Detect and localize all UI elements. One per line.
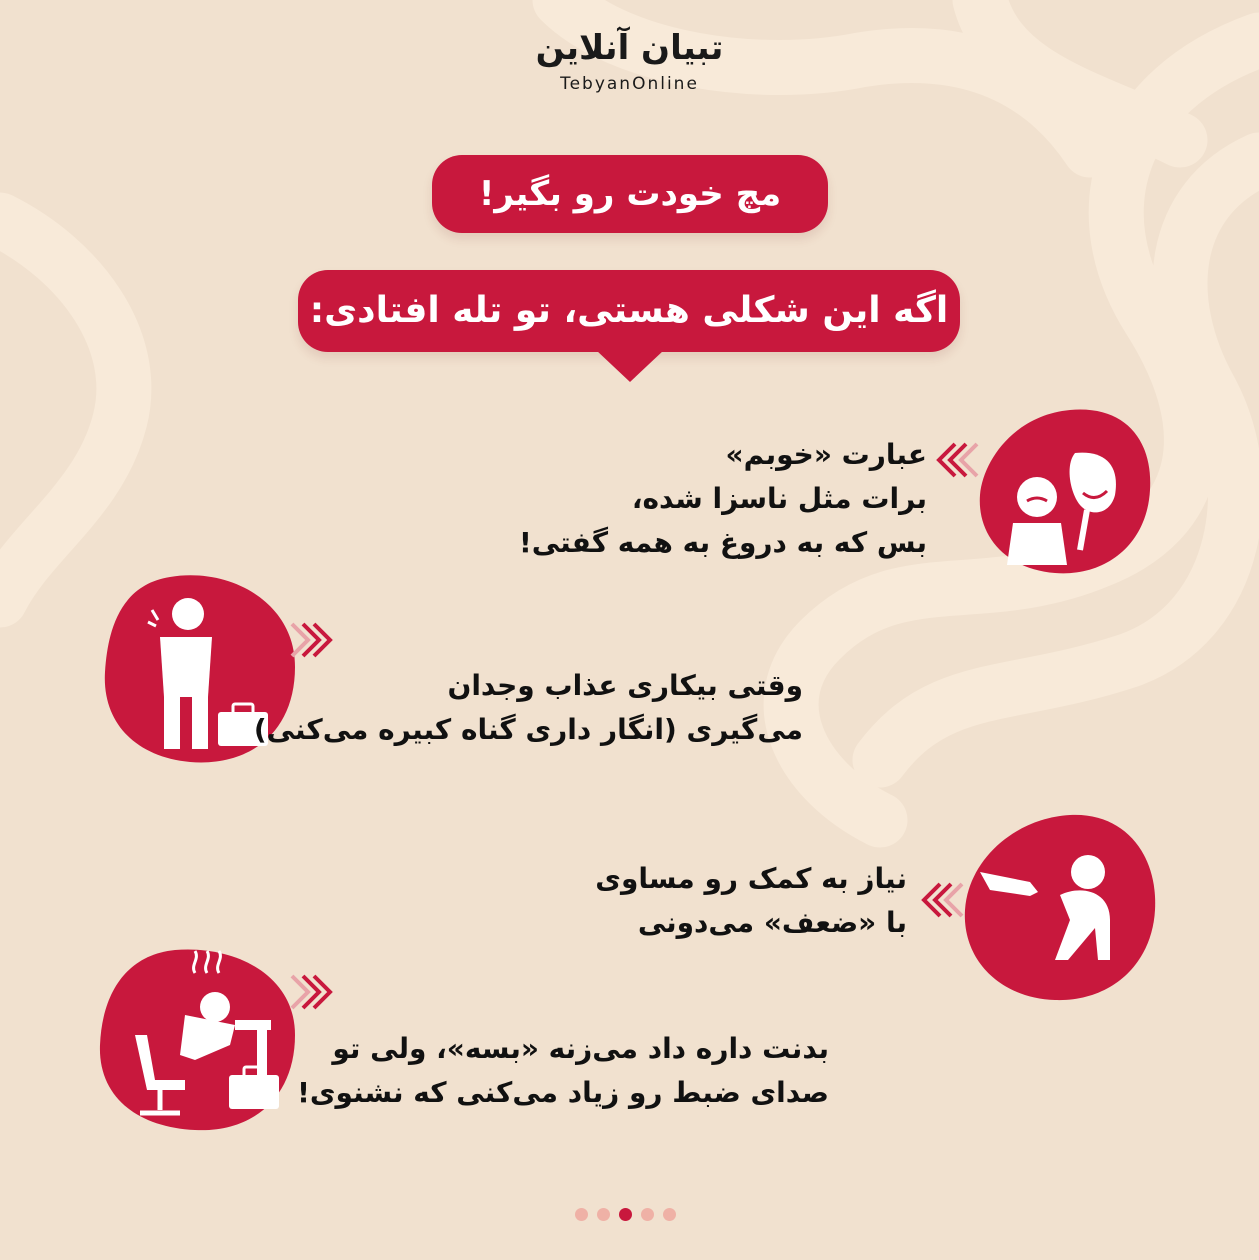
subtitle-pointer xyxy=(596,350,664,382)
chevrons-icon xyxy=(918,880,966,920)
item-3-line-1: نیاز به کمک رو مساوی xyxy=(595,862,907,895)
pagination-dot[interactable] xyxy=(641,1208,654,1221)
chevrons-icon xyxy=(288,972,336,1012)
chevrons-icon xyxy=(933,440,981,480)
pagination-dot[interactable] xyxy=(575,1208,588,1221)
item-1-line-1: عبارت «خوبم» xyxy=(725,438,927,471)
brand-logo-en: TebyanOnline xyxy=(560,74,699,94)
exhausted-at-desk-icon xyxy=(95,945,300,1135)
pagination-dots xyxy=(575,1208,685,1224)
page-subtitle: اگه این شکلی هستی، تو تله افتادی: xyxy=(298,270,960,352)
item-4-text xyxy=(297,1027,829,1115)
refusing-help-icon xyxy=(960,810,1160,1005)
item-4-line-1: بدنت داره داد می‌زنه «بسه»، ولی تو xyxy=(332,1032,829,1065)
pagination-dot-active[interactable] xyxy=(619,1208,632,1221)
item-2-line-1: وقتی بیکاری عذاب وجدان xyxy=(447,669,803,702)
item-4-line-2: صدای ضبط رو زیاد می‌کنی که نشنوی! xyxy=(297,1076,829,1109)
brand-logo-fa: تبیان آنلاین xyxy=(535,28,724,68)
item-2-line-2: می‌گیری (انگار داری گناه کبیره می‌کنی) xyxy=(253,713,803,746)
item-1-line-2: برات مثل ناسزا شده، xyxy=(631,482,927,515)
item-1-text xyxy=(519,433,927,565)
item-2-text xyxy=(254,664,803,752)
masks-icon xyxy=(975,405,1155,580)
pagination-dot[interactable] xyxy=(597,1208,610,1221)
item-1-line-3: بس که به دروغ به همه گفتی! xyxy=(519,526,927,559)
item-3-text xyxy=(595,857,907,945)
pagination-dot[interactable] xyxy=(663,1208,676,1221)
chevrons-icon xyxy=(288,620,336,660)
page-title: مچ خودت رو بگیر! xyxy=(432,155,828,233)
item-3-line-2: با «ضعف» می‌دونی xyxy=(637,906,907,939)
